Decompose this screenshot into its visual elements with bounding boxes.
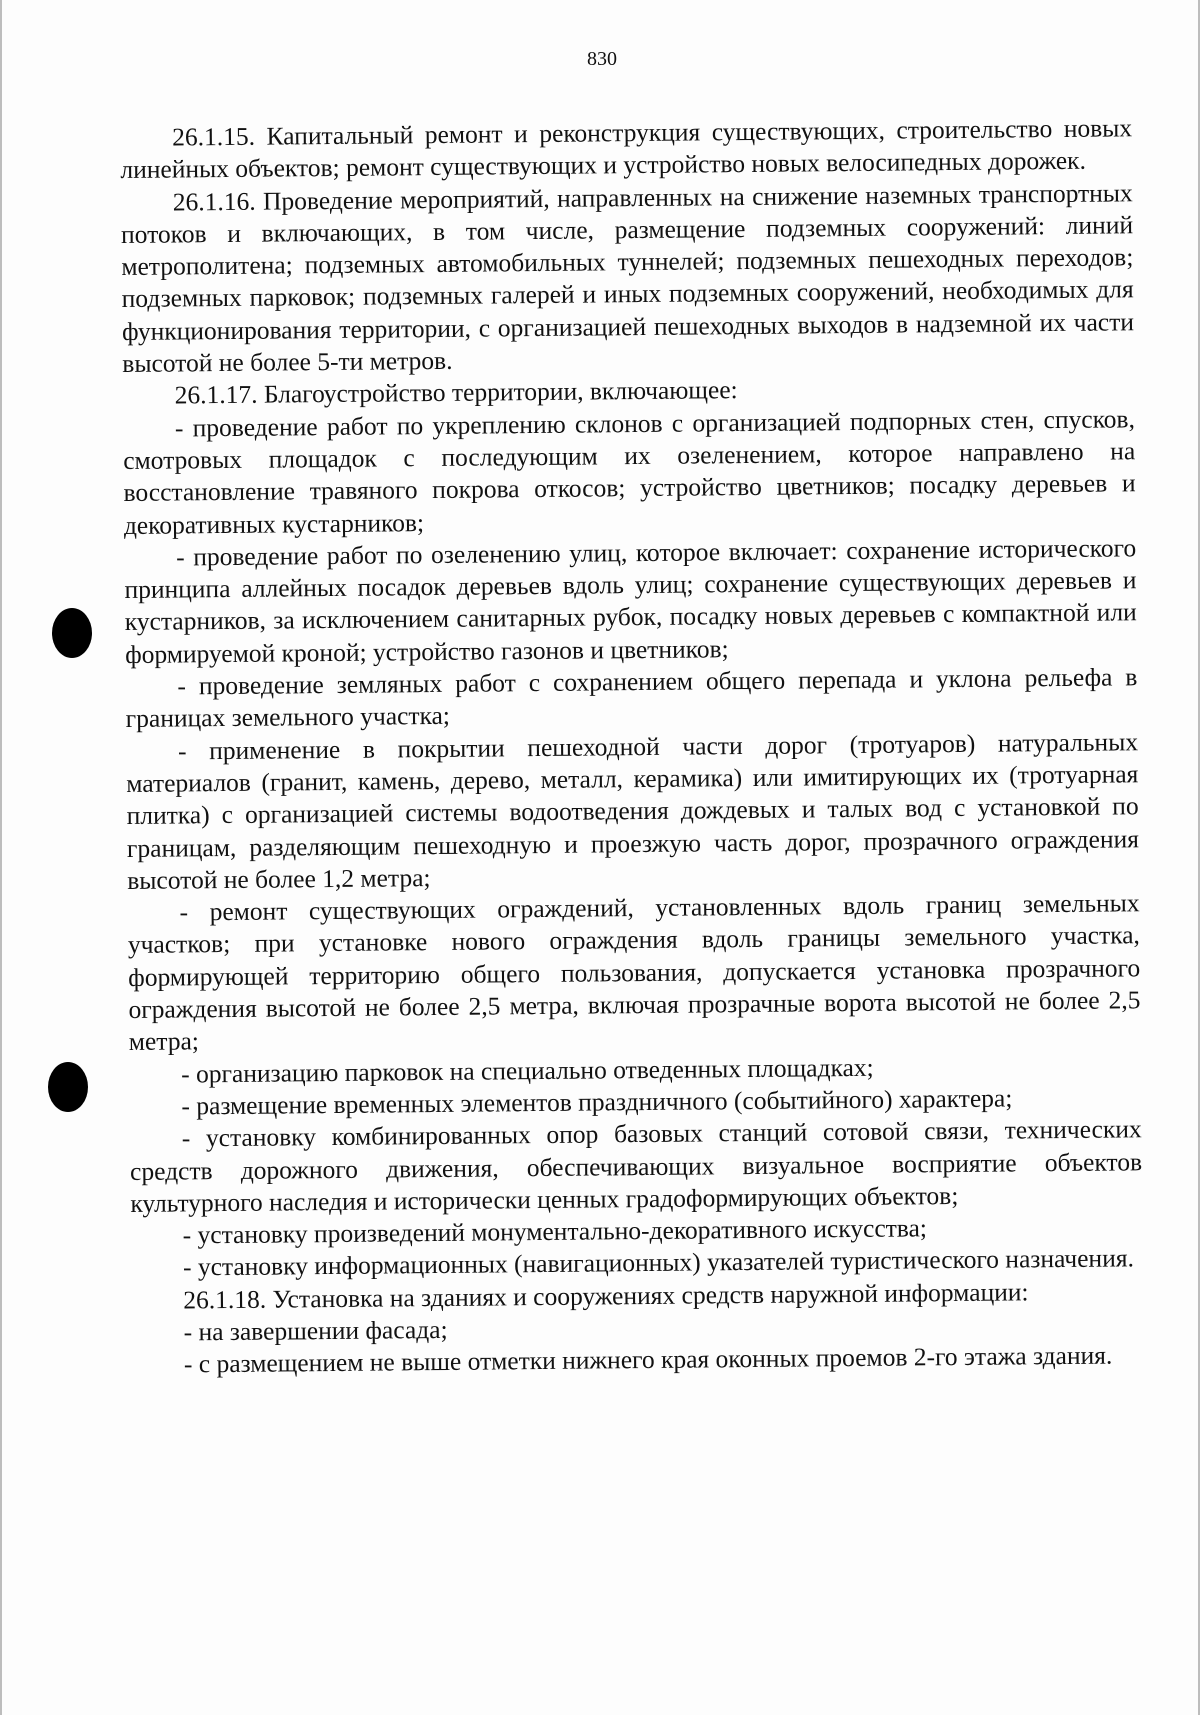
paragraph-26-1-18: 26.1.18. Установка на зданиях и сооружениях средств наружной информации: — [183, 1277, 1029, 1315]
list-item: - проведение работ по озеленению улиц, которое включает: сохранение исторического принципа аллейных посадок деревьев вдоль улиц; сохранение существующих деревьев и кустарников, за исключением санитарных рубок, посадку новых деревьев с компактной или формируемой кроной; устройство газонов и цветников; — [124, 533, 1137, 669]
list-item: - организацию парковок на специально отведенных площадках; — [180, 1052, 874, 1089]
list-item: - установку произведений монументально-декоративного искусства; — [182, 1213, 928, 1250]
list-item: - с размещением не выше отметки нижнего края оконных проемов 2-го этажа здания. — [183, 1340, 1113, 1379]
list-item: - ремонт существующих ограждений, установленных вдоль границ земельных участков; при установке нового ограждения вдоль границы земельного участка, формирующей территорию общего пользования, допускается установка прозрачного ограждения высотой не более 2,5 метра, включая прозрачные ворота высотой не более 2,5 метра; — [127, 888, 1141, 1057]
page-number: 830 — [587, 48, 617, 70]
punch-hole-mark — [52, 608, 92, 658]
list-item: - применение в покрытии пешеходной части дорог (тротуаров) натуральных материалов (гранит, камень, дерево, металл, керамика) или имитирующих их (тротуарная плитка) с организацией системы водоотведения дождевых и талых вод с установкой по границам, разделяющим пешеходную и проезжую часть дорог, прозрачного ограждения высотой не более 1,2 метра; — [126, 726, 1140, 895]
list-item: - на завершении фасада; — [183, 1314, 448, 1347]
paragraph-26-1-15: 26.1.15. Капитальный ремонт и реконструкция существующих, строительство новых линейных объектов; ремонт существующих и устройство новых велосипедных дорожек. — [120, 113, 1133, 185]
paragraph-26-1-17: 26.1.17. Благоустройство территории, включающее: — [174, 375, 738, 410]
document-body — [120, 112, 1144, 1381]
list-item: - проведение земляных работ с сохранением общего перепада и уклона рельефа в границах земельного участка; — [125, 662, 1138, 734]
list-item: - установку комбинированных опор базовых станций сотовой связи, технических средств дорожного движения, обеспечивающих визуальное восприятие объектов культурного наследия и исторически ценных градоформирующих объектов; — [129, 1114, 1143, 1218]
paragraph-26-1-16: 26.1.16. Проведение мероприятий, направленных на снижение наземных транспортных потоков и включающих, в том числе, размещение подземных сооружений: линий метрополитена; подземных автомобильных туннелей; подземных пешеходных переходов; подземных парковок; подземных галерей и иных подземных сооружений, необходимых для функционирования территории, с организацией пешеходных выходов в надземной их части высотой не более 5-ти метров. — [120, 177, 1135, 379]
list-item: - размещение временных элементов праздничного (событийного) характера; — [181, 1083, 1013, 1121]
list-item: - проведение работ по укреплению склонов с организацией подпорных стен, спусков, смотровых площадок с последующим их озеленением, которое направлено на восстановление травяного покрова откосов; устройство цветников; посадку деревьев и декоративных кустарников; — [123, 403, 1136, 540]
list-item: - установку информационных (навигационных) указателей туристического назначения. — [182, 1243, 1135, 1282]
punch-hole-mark — [48, 1062, 88, 1112]
